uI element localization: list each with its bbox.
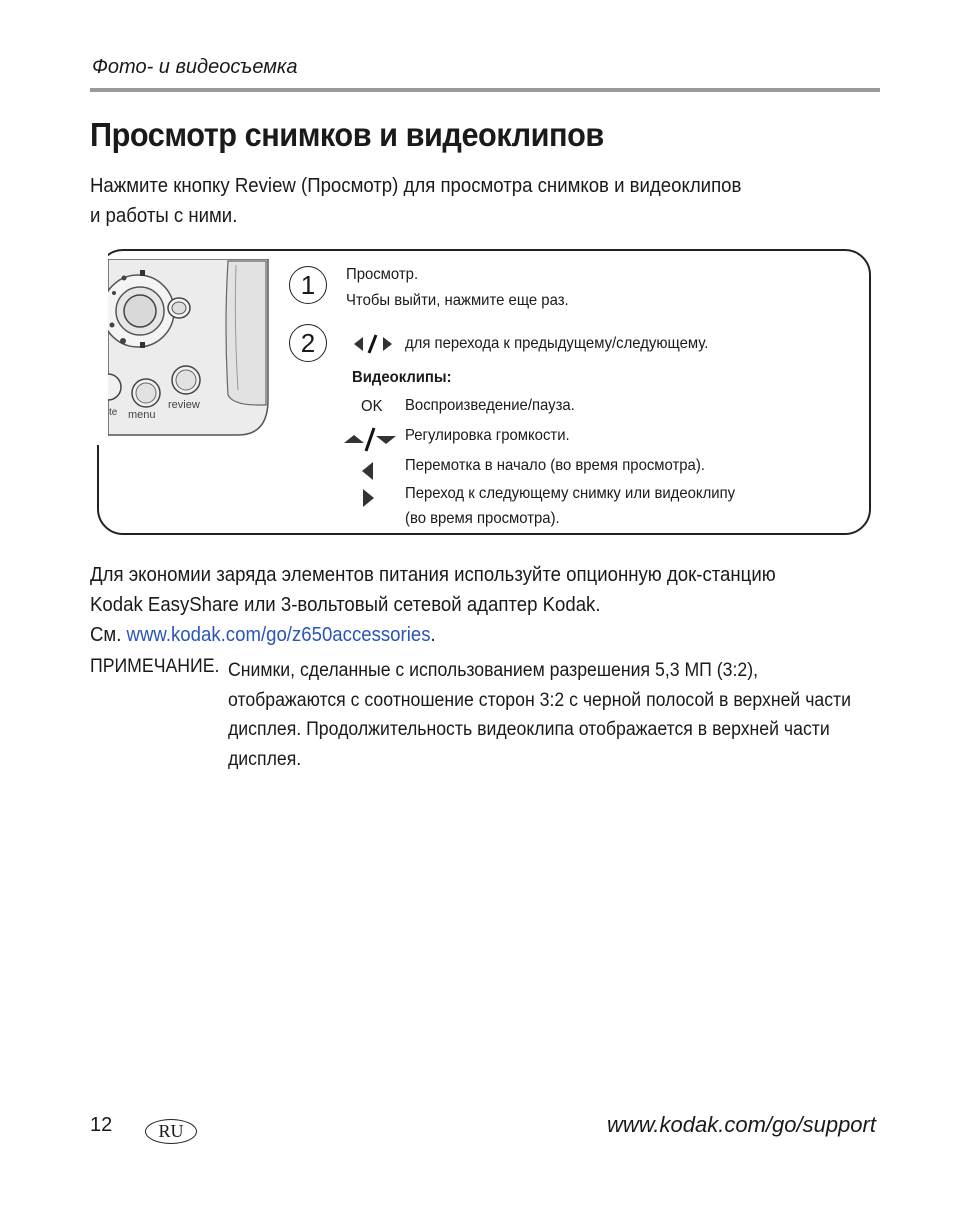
section-header: Фото- и видеосъемка xyxy=(92,56,298,78)
next-text-line-2: (во время просмотра). xyxy=(405,510,560,527)
header-divider xyxy=(90,88,880,92)
accessories-link[interactable]: www.kodak.com/go/z650accessories xyxy=(126,624,431,646)
intro-text xyxy=(90,171,741,231)
page-number: 12 xyxy=(90,1114,113,1136)
note-line-1: Снимки, сделанные с использованием разрешения 5,3 МП (3:2), xyxy=(228,660,759,681)
note-line-4: дисплея. xyxy=(228,748,302,770)
note-line-2: отображаются с соотношение сторон 3:2 с черной полосой в верхней части xyxy=(228,689,852,711)
up-down-arrows-icon xyxy=(342,425,398,453)
power-saving-paragraph xyxy=(90,560,776,650)
step-2-badge xyxy=(289,324,327,362)
camera-back-illustration xyxy=(88,245,273,445)
play-pause-text: Воспроизведение/пауза. xyxy=(405,397,575,414)
right-arrow-icon xyxy=(360,487,376,509)
volume-text: Регулировка громкости. xyxy=(405,427,570,444)
step-2-text: для перехода к предыдущему/следующему. xyxy=(405,335,709,352)
paragraph-suffix: . xyxy=(430,624,436,646)
step-1-line-1: Просмотр. xyxy=(346,266,419,283)
paragraph-line-3 xyxy=(90,620,776,650)
support-url[interactable]: www.kodak.com/go/support xyxy=(606,1112,876,1137)
camera-label-review: review xyxy=(168,399,200,411)
step-1-line-2: Чтобы выйти, нажмите еще раз. xyxy=(346,292,569,309)
paragraph-line-2: Kodak EasyShare или 3-вольтовый сетевой адаптер Kodak. xyxy=(90,594,601,616)
step-2-number: 2 xyxy=(300,327,316,358)
note-text xyxy=(228,656,851,774)
intro-line-1: Нажмите кнопку Review (Просмотр) для просмотра снимков и видеоклипов xyxy=(90,175,742,197)
next-text-line-1: Переход к следующему снимку или видеоклипу xyxy=(405,485,736,502)
step-1-number: 1 xyxy=(300,269,316,300)
paragraph-see-prefix: См. xyxy=(90,624,127,646)
note-label: ПРИМЕЧАНИЕ. xyxy=(90,656,220,677)
rewind-text: Перемотка в начало (во время просмотра). xyxy=(405,457,705,474)
left-arrow-icon xyxy=(360,460,376,482)
language-code: RU xyxy=(158,1121,184,1141)
language-badge xyxy=(145,1119,197,1144)
note-line-3: дисплея. Продолжительность видеоклипа отображается в верхней части xyxy=(228,719,830,740)
camera-label-delete: te xyxy=(109,407,118,418)
video-clips-heading: Видеоклипы: xyxy=(352,369,452,386)
left-right-arrows-icon xyxy=(352,332,396,356)
page-title: Просмотр снимков и видеоклипов xyxy=(90,116,604,153)
step-1-badge xyxy=(289,266,327,304)
camera-label-menu: menu xyxy=(128,409,156,421)
paragraph-line-1: Для экономии заряда элементов питания используйте опционную док-станцию xyxy=(90,564,776,586)
ok-key-label: OK xyxy=(361,398,383,415)
intro-line-2: и работы с ними. xyxy=(90,205,238,227)
